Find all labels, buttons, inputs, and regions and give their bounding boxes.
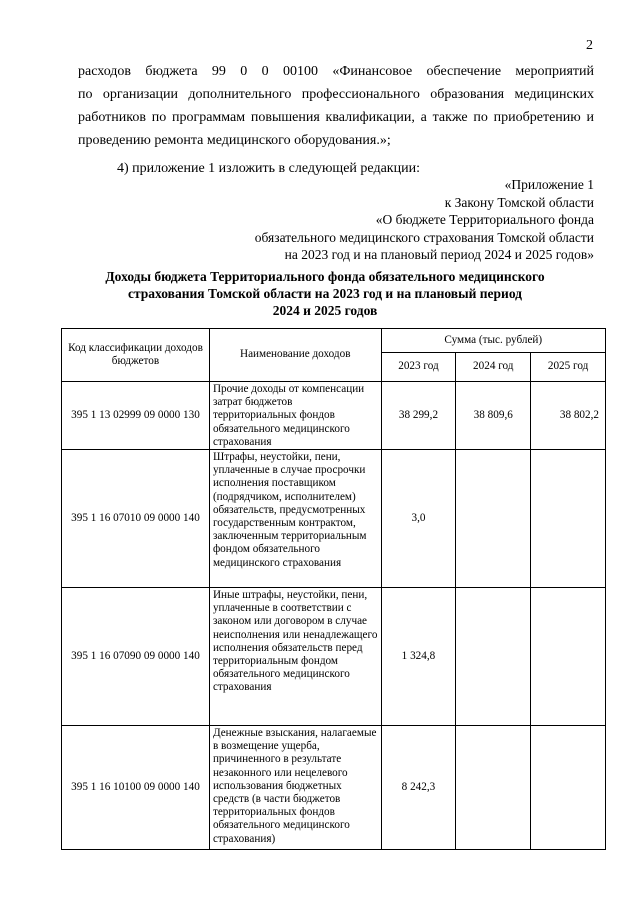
header-2023: 2023 год [381, 353, 456, 382]
table-title-line-3: 2024 и 2025 годов [272, 303, 378, 318]
appendix-header [255, 176, 594, 264]
table-title-line-2: страхования Томской области на 2023 год и на плановый период [127, 286, 523, 301]
intro-line-3: работников по программам повышения квалификации, а также по приобретению и [78, 110, 594, 125]
appendix-line-5: на 2023 год и на плановый период 2024 и 2025 годов» [284, 247, 594, 262]
row-name: Иные штрафы, неустойки, пени, уплаченные в соответствии с законом или договором в случае неисполнения или ненадлежащего исполнения обязательств перед территориальным фондом обязательного медицинского страхования [209, 588, 381, 726]
row-value-2025 [531, 450, 606, 588]
row-value-2024 [456, 450, 531, 588]
appendix-line-4: обязательного медицинского страхования Томской области [254, 229, 594, 245]
row-value-2025: 38 802,2 [531, 382, 606, 450]
table-title [60, 268, 590, 319]
intro-line-2: по организации дополнительного профессионального образования медицинских [78, 87, 594, 102]
item-4-text: 4) приложение 1 изложить в следующей редакции: [117, 161, 420, 176]
table-row [62, 588, 606, 726]
income-table [61, 328, 606, 850]
row-value-2025 [531, 726, 606, 850]
header-sum: Сумма (тыс. рублей) [381, 329, 605, 353]
table-title-line-1: Доходы бюджета Территориального фонда обязательного медицинского [105, 269, 545, 284]
row-code: 395 1 16 10100 09 0000 140 [62, 726, 210, 850]
page-number: 2 [586, 38, 593, 53]
header-code: Код классификации доходов бюджетов [62, 329, 210, 382]
intro-line-4: проведению ремонта медицинского оборудования.»; [78, 133, 391, 148]
header-name: Наименование доходов [209, 329, 381, 382]
table-row [62, 382, 606, 450]
table-row [62, 726, 606, 850]
row-code: 395 1 13 02999 09 0000 130 [62, 382, 210, 450]
appendix-line-2: к Закону Томской области [444, 194, 594, 210]
row-code: 395 1 16 07090 09 0000 140 [62, 588, 210, 726]
row-name: Штрафы, неустойки, пени, уплаченные в случае просрочки исполнения поставщиком (подрядчиком, исполнителем) обязательств, предусмотренных государственным контрактом, заключенным территориальным фондом обязательного медицинского страхования [209, 450, 381, 588]
row-name: Денежные взыскания, налагаемые в возмещение ущерба, причиненного в результате незаконного или нецелевого использования бюджетных средств (в части бюджетов территориальных фондов обязательного медицинского страхования) [209, 726, 381, 850]
row-value-2024: 38 809,6 [456, 382, 531, 450]
header-2025: 2025 год [531, 353, 606, 382]
row-code: 395 1 16 07010 09 0000 140 [62, 450, 210, 588]
appendix-line-3: «О бюджете Территориального фонда [375, 212, 594, 227]
row-name: Прочие доходы от компенсации затрат бюджетов территориальных фондов обязательного медицинского страхования [209, 382, 381, 450]
row-value-2023: 8 242,3 [381, 726, 456, 850]
row-value-2023: 1 324,8 [381, 588, 456, 726]
row-value-2024 [456, 588, 531, 726]
table-row [62, 450, 606, 588]
appendix-line-1: «Приложение 1 [504, 177, 594, 192]
row-value-2023: 38 299,2 [381, 382, 456, 450]
intro-paragraph [78, 60, 594, 152]
header-2024: 2024 год [456, 353, 531, 382]
row-value-2025 [531, 588, 606, 726]
intro-line-1: расходов бюджета 99 0 0 00100 «Финансовое обеспечение мероприятий [78, 64, 594, 79]
row-value-2024 [456, 726, 531, 850]
row-value-2023: 3,0 [381, 450, 456, 588]
